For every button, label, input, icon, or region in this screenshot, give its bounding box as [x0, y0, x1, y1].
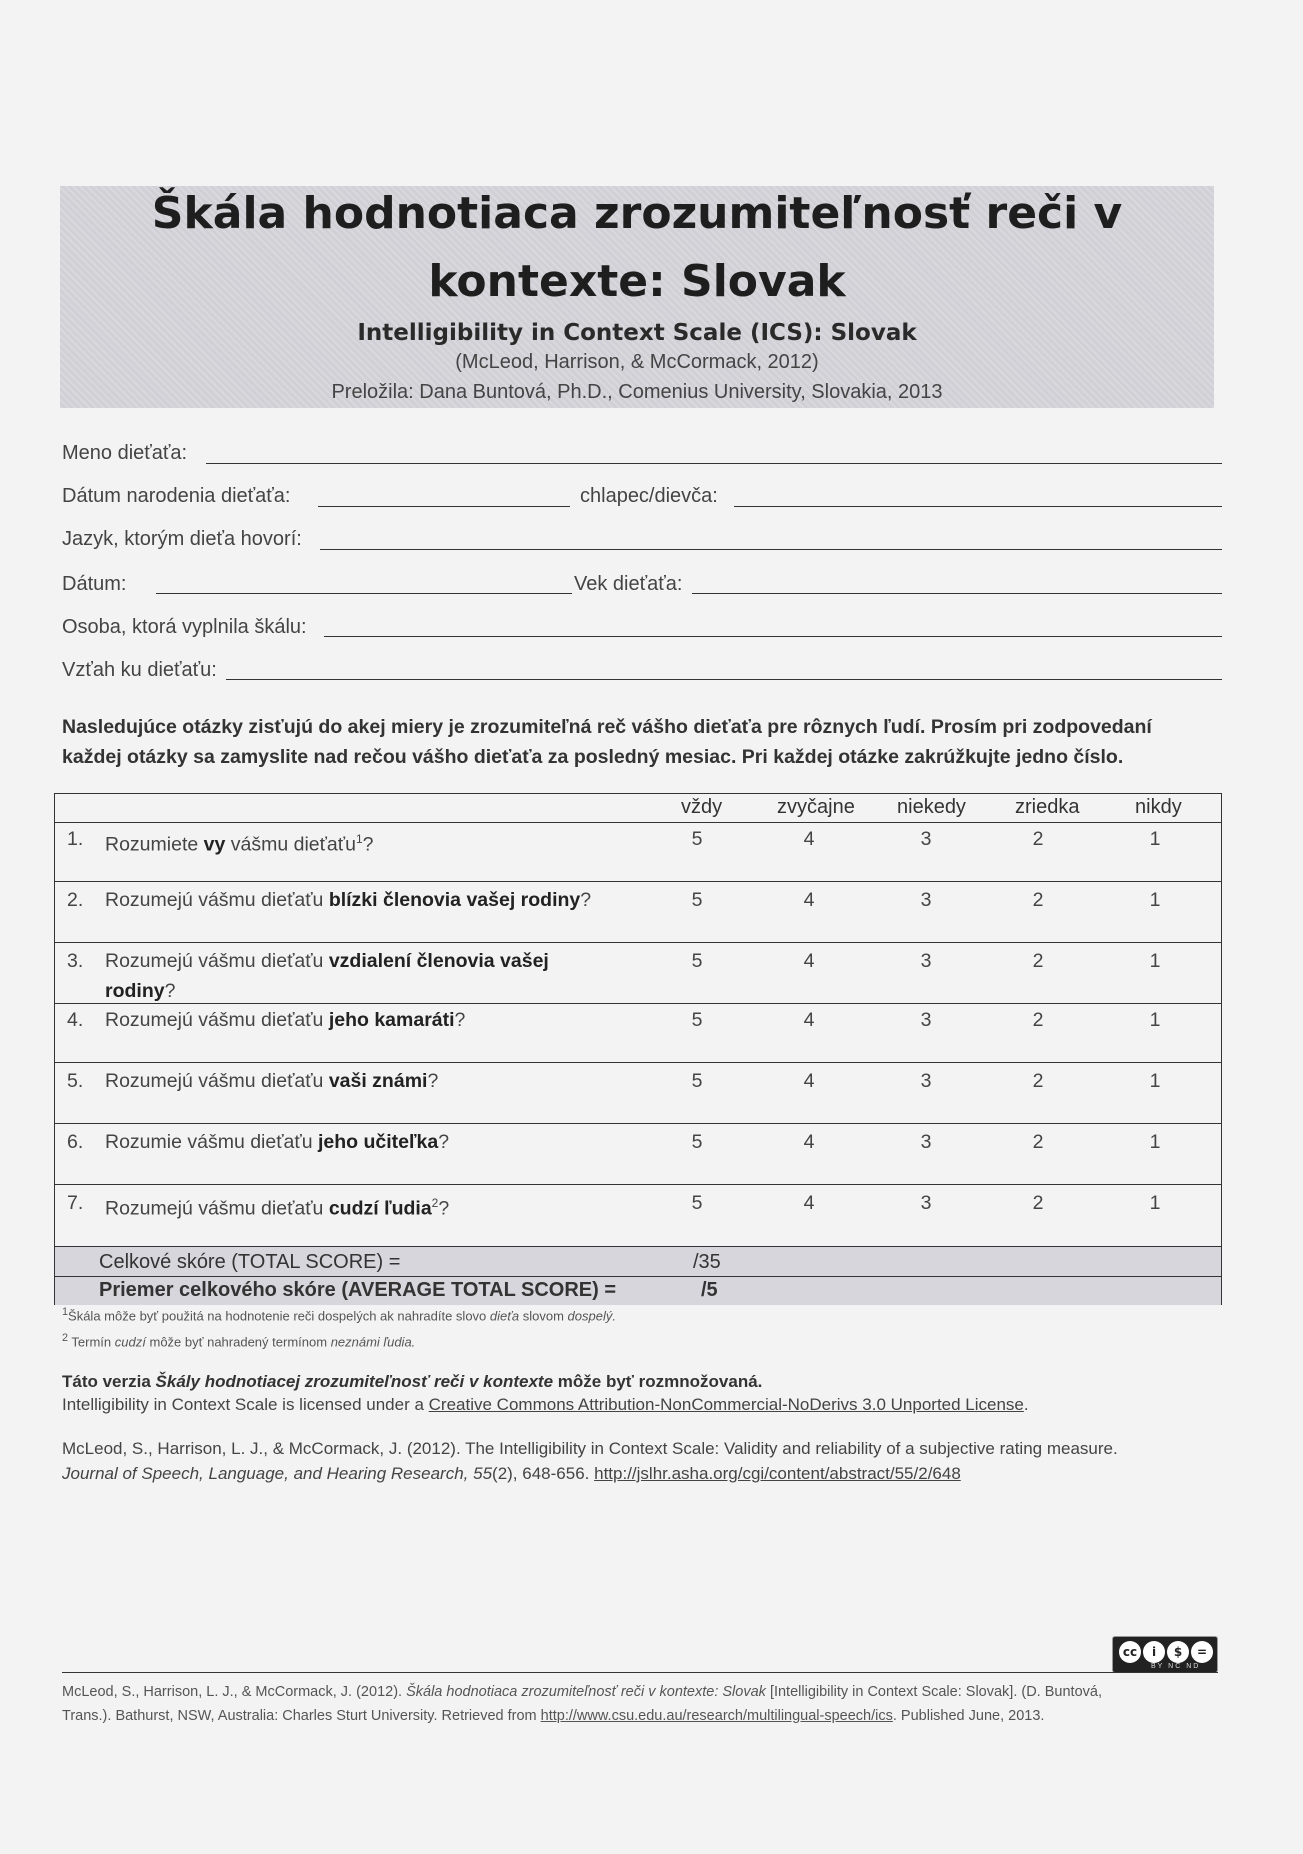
license-line-1: Táto verzia Škály hodnotiacej zrozumiteľnosť reči v kontexte môže byť rozmnožovaná. — [62, 1372, 763, 1391]
question-6-text: Rozumie vášmu dieťaťu jeho učiteľka? — [105, 1131, 450, 1153]
score-3[interactable]: 3 — [920, 1009, 932, 1031]
completed-by-field[interactable] — [324, 636, 1222, 637]
footnote-2: $^2$ Termín cudzí môže byť nahradený termínom neznámi ľudia. — [62, 1332, 416, 1350]
col-header-rarely: zriedka — [1015, 796, 1080, 818]
birth-date-field[interactable] — [318, 506, 570, 507]
score-2[interactable]: 2 — [1032, 1192, 1044, 1214]
question-number: 3. — [67, 950, 84, 972]
score-1[interactable]: 1 — [1149, 889, 1161, 911]
score-3[interactable]: 3 — [920, 828, 932, 850]
score-1[interactable]: 1 — [1149, 950, 1161, 972]
score-4[interactable]: 4 — [803, 1131, 815, 1153]
score-3[interactable]: 3 — [920, 889, 932, 911]
row-divider — [55, 881, 1221, 882]
score-2[interactable]: 2 — [1032, 828, 1044, 850]
question-3-text: Rozumejú vášmu dieťaťu vzdialení členovia vašej rodiny? — [105, 950, 549, 1002]
bottom-divider — [62, 1672, 1218, 1673]
date-label: Dátum: — [62, 573, 127, 595]
question-5-text: Rozumejú vášmu dieťaťu vaši známi? — [105, 1070, 439, 1092]
language-field[interactable] — [320, 549, 1222, 550]
question-7-text: Rozumejú vášmu dieťaťu cudzí ľudia$^2$? — [105, 1196, 450, 1220]
title-line-2: kontexte: Slovak — [428, 256, 846, 307]
instructions-line-2: každej otázky sa zamyslite nad rečou vášho dieťaťa za posledný mesiac. Pri každej otázke zakrúžkujte jedno číslo. — [62, 746, 1124, 768]
question-4-text: Rozumejú vášmu dieťaťu jeho kamaráti? — [105, 1009, 466, 1031]
score-5[interactable]: 5 — [691, 1009, 703, 1031]
question-2-text: Rozumejú vášmu dieťaťu blízki členovia vašej rodiny? — [105, 889, 592, 911]
score-3[interactable]: 3 — [920, 1192, 932, 1214]
bottom-citation — [62, 1680, 1222, 1728]
language-label: Jazyk, ktorým dieťa hovorí: — [62, 528, 302, 550]
score-1[interactable]: 1 — [1149, 828, 1161, 850]
cc-badge-text: BY NC ND — [1151, 1663, 1201, 1670]
average-score-label: Priemer celkového skóre (AVERAGE TOTAL SCORE) = — [99, 1279, 617, 1301]
score-2[interactable]: 2 — [1032, 1070, 1044, 1092]
totals-section — [55, 1246, 1221, 1305]
row-divider — [55, 1184, 1221, 1185]
question-number: 4. — [67, 1009, 84, 1031]
score-3[interactable]: 3 — [920, 1131, 932, 1153]
score-4[interactable]: 4 — [803, 828, 815, 850]
score-1[interactable]: 1 — [1149, 1070, 1161, 1092]
question-number: 5. — [67, 1070, 84, 1092]
score-2[interactable]: 2 — [1032, 1009, 1044, 1031]
age-field[interactable] — [692, 593, 1222, 594]
reference-line-1: McLeod, S., Harrison, L. J., & McCormack, J. (2012). The Intelligibility in Context Scale: Validity and reliability of a subjective rating measure. — [62, 1439, 1118, 1458]
cc-license-badge — [1112, 1636, 1218, 1673]
score-4[interactable]: 4 — [803, 1009, 815, 1031]
subtitle: Intelligibility in Context Scale (ICS): Slovak — [357, 320, 917, 346]
score-1[interactable]: 1 — [1149, 1131, 1161, 1153]
score-2[interactable]: 2 — [1032, 950, 1044, 972]
birth-date-label: Dátum narodenia dieťaťa: — [62, 485, 291, 507]
score-3[interactable]: 3 — [920, 1070, 932, 1092]
instructions — [62, 712, 1222, 772]
relationship-label: Vzťah ku dieťaťu: — [62, 659, 217, 681]
question-number: 1. — [67, 828, 84, 850]
score-5[interactable]: 5 — [691, 889, 703, 911]
title-line-1: Škála hodnotiaca zrozumiteľnosť reči v — [151, 188, 1123, 239]
score-5[interactable]: 5 — [691, 1070, 703, 1092]
row-divider — [55, 1123, 1221, 1124]
row-divider — [55, 1062, 1221, 1063]
score-4[interactable]: 4 — [803, 950, 815, 972]
score-5[interactable]: 5 — [691, 1192, 703, 1214]
question-1-text: Rozumiete vy vášmu dieťaťu$^1$? — [105, 832, 374, 856]
relationship-field[interactable] — [226, 679, 1222, 680]
score-2[interactable]: 2 — [1032, 889, 1044, 911]
completed-by-label: Osoba, ktorá vyplnila škálu: — [62, 616, 307, 638]
col-header-always: vždy — [681, 796, 723, 818]
header-divider — [55, 822, 1221, 823]
reference-line-2: Journal of Speech, Language, and Hearing Research, 55(2), 648-656. http://jslhr.asha.org/cgi/content/abstract/55/2/648 — [62, 1464, 961, 1483]
score-2[interactable]: 2 — [1032, 1131, 1044, 1153]
instructions-line-1: Nasledujúce otázky zisťujú do akej miery je zrozumiteľná reč vášho dieťaťa pre rôznych ľudí. Prosím pri zodpovedaní — [62, 716, 1152, 738]
score-4[interactable]: 4 — [803, 1192, 815, 1214]
total-score-value[interactable]: /35 — [693, 1251, 721, 1273]
rating-table — [54, 793, 1222, 1305]
noderivs-icon: = — [1191, 1641, 1213, 1663]
attribution-icon: i — [1143, 1641, 1165, 1663]
question-number: 7. — [67, 1192, 84, 1214]
score-5[interactable]: 5 — [691, 828, 703, 850]
total-score-label: Celkové skóre (TOTAL SCORE) = — [99, 1251, 401, 1273]
header-citation: (McLeod, Harrison, & McCormack, 2012) — [455, 351, 819, 373]
header-translator: Preložila: Dana Buntová, Ph.D., Comenius University, Slovakia, 2013 — [331, 381, 943, 403]
col-header-sometimes: niekedy — [897, 796, 966, 818]
reference-link[interactable]: http://jslhr.asha.org/cgi/content/abstract/55/2/648 — [594, 1464, 961, 1483]
sex-field[interactable] — [734, 506, 1222, 507]
sex-label: chlapec/dievča: — [580, 485, 718, 507]
score-1[interactable]: 1 — [1149, 1192, 1161, 1214]
totals-divider — [55, 1276, 1221, 1277]
question-number: 6. — [67, 1131, 84, 1153]
row-divider — [55, 1003, 1221, 1004]
license-line-2: Intelligibility in Context Scale is licensed under a Creative Commons Attribution-NonCommercial-NoDerivs 3.0 Unported License. — [62, 1395, 1029, 1414]
date-field[interactable] — [156, 593, 572, 594]
score-4[interactable]: 4 — [803, 889, 815, 911]
footnote-1: $^1$Škála môže byť použitá na hodnotenie reči dospelých ak nahradíte slovo dieťa slovom dospelý. — [62, 1306, 616, 1324]
bottom-citation-link[interactable]: http://www.csu.edu.au/research/multilingual-speech/ics — [540, 1708, 893, 1724]
child-name-field[interactable] — [206, 463, 1222, 464]
score-1[interactable]: 1 — [1149, 1009, 1161, 1031]
noncommercial-icon: $ — [1167, 1641, 1189, 1663]
score-4[interactable]: 4 — [803, 1070, 815, 1092]
col-header-usually: zvyčajne — [777, 796, 855, 818]
bottom-citation-line-2: Trans.). Bathurst, NSW, Australia: Charles Sturt University. Retrieved from http://www.csu.edu.au/research/multilingual-speech/ics. Published June, 2013. — [62, 1708, 1045, 1724]
col-header-never: nikdy — [1135, 796, 1182, 818]
child-name-label: Meno dieťaťa: — [62, 442, 188, 464]
age-label: Vek dieťaťa: — [574, 573, 683, 595]
score-3[interactable]: 3 — [920, 950, 932, 972]
row-divider — [55, 942, 1221, 943]
score-5[interactable]: 5 — [691, 1131, 703, 1153]
bottom-citation-line-1: McLeod, S., Harrison, L. J., & McCormack, J. (2012). Škála hodnotiaca zrozumiteľnosť reči v kontexte: Slovak [Intelligibility in Context Scale: Slovak]. (D. Buntová, — [62, 1684, 1102, 1700]
license-link[interactable]: Creative Commons Attribution-NonCommercial-NoDerivs 3.0 Unported License — [428, 1395, 1024, 1414]
cc-icon: cc — [1119, 1641, 1141, 1663]
average-score-value[interactable]: /5 — [701, 1279, 718, 1301]
question-number: 2. — [67, 889, 84, 911]
score-5[interactable]: 5 — [691, 950, 703, 972]
